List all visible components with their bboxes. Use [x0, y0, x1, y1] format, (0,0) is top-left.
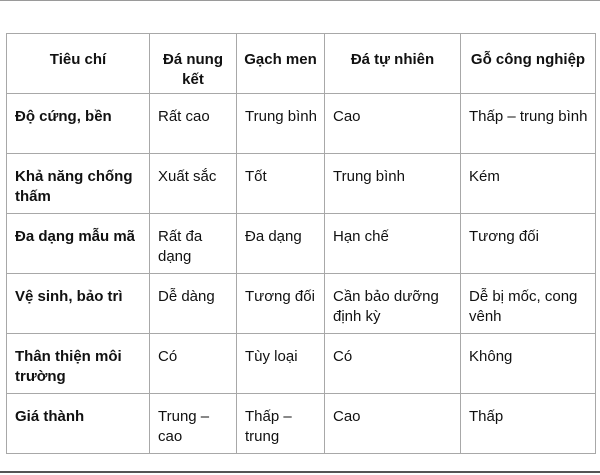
table-cell: Cần bảo dưỡng định kỳ — [325, 274, 461, 334]
row-criterion: Độ cứng, bền — [7, 94, 150, 154]
row-criterion: Thân thiện môi trường — [7, 334, 150, 394]
table-cell: Dễ bị mốc, cong vênh — [461, 274, 596, 334]
table-cell: Rất đa dạng — [150, 214, 237, 274]
row-criterion: Giá thành — [7, 394, 150, 454]
row-criterion: Khả năng chống thấm — [7, 154, 150, 214]
table-cell: Trung – cao — [150, 394, 237, 454]
table-cell: Không — [461, 334, 596, 394]
table-cell: Kém — [461, 154, 596, 214]
table-cell: Có — [150, 334, 237, 394]
table-cell: Tùy loại — [237, 334, 325, 394]
table-cell: Hạn chế — [325, 214, 461, 274]
table-row — [7, 274, 596, 334]
header-criteria: Tiêu chí — [7, 34, 150, 94]
header-natural-stone: Đá tự nhiên — [325, 34, 461, 94]
table-cell: Cao — [325, 94, 461, 154]
header-sintered-stone: Đá nung kết — [150, 34, 237, 94]
table-cell: Tương đối — [461, 214, 596, 274]
row-criterion: Vệ sinh, bảo trì — [7, 274, 150, 334]
table-cell: Trung bình — [325, 154, 461, 214]
table-cell: Thấp – trung — [237, 394, 325, 454]
table-cell: Trung bình — [237, 94, 325, 154]
table-cell: Có — [325, 334, 461, 394]
table-cell: Đa dạng — [237, 214, 325, 274]
table-cell: Thấp — [461, 394, 596, 454]
header-engineered-wood: Gỗ công nghiệp — [461, 34, 596, 94]
table-row — [7, 94, 596, 154]
table-header-row — [7, 34, 596, 94]
table-row — [7, 394, 596, 454]
row-criterion: Đa dạng mẫu mã — [7, 214, 150, 274]
header-ceramic-tile: Gạch men — [237, 34, 325, 94]
table-cell: Dễ dàng — [150, 274, 237, 334]
page-top-border — [0, 0, 600, 1]
table-cell: Cao — [325, 394, 461, 454]
table-cell: Tốt — [237, 154, 325, 214]
page-bottom-border — [0, 471, 600, 473]
table-cell: Xuất sắc — [150, 154, 237, 214]
table-cell: Tương đối — [237, 274, 325, 334]
table-cell: Rất cao — [150, 94, 237, 154]
comparison-table — [6, 33, 596, 454]
table-row — [7, 334, 596, 394]
table-row — [7, 214, 596, 274]
table-row — [7, 154, 596, 214]
table-cell: Thấp – trung bình — [461, 94, 596, 154]
